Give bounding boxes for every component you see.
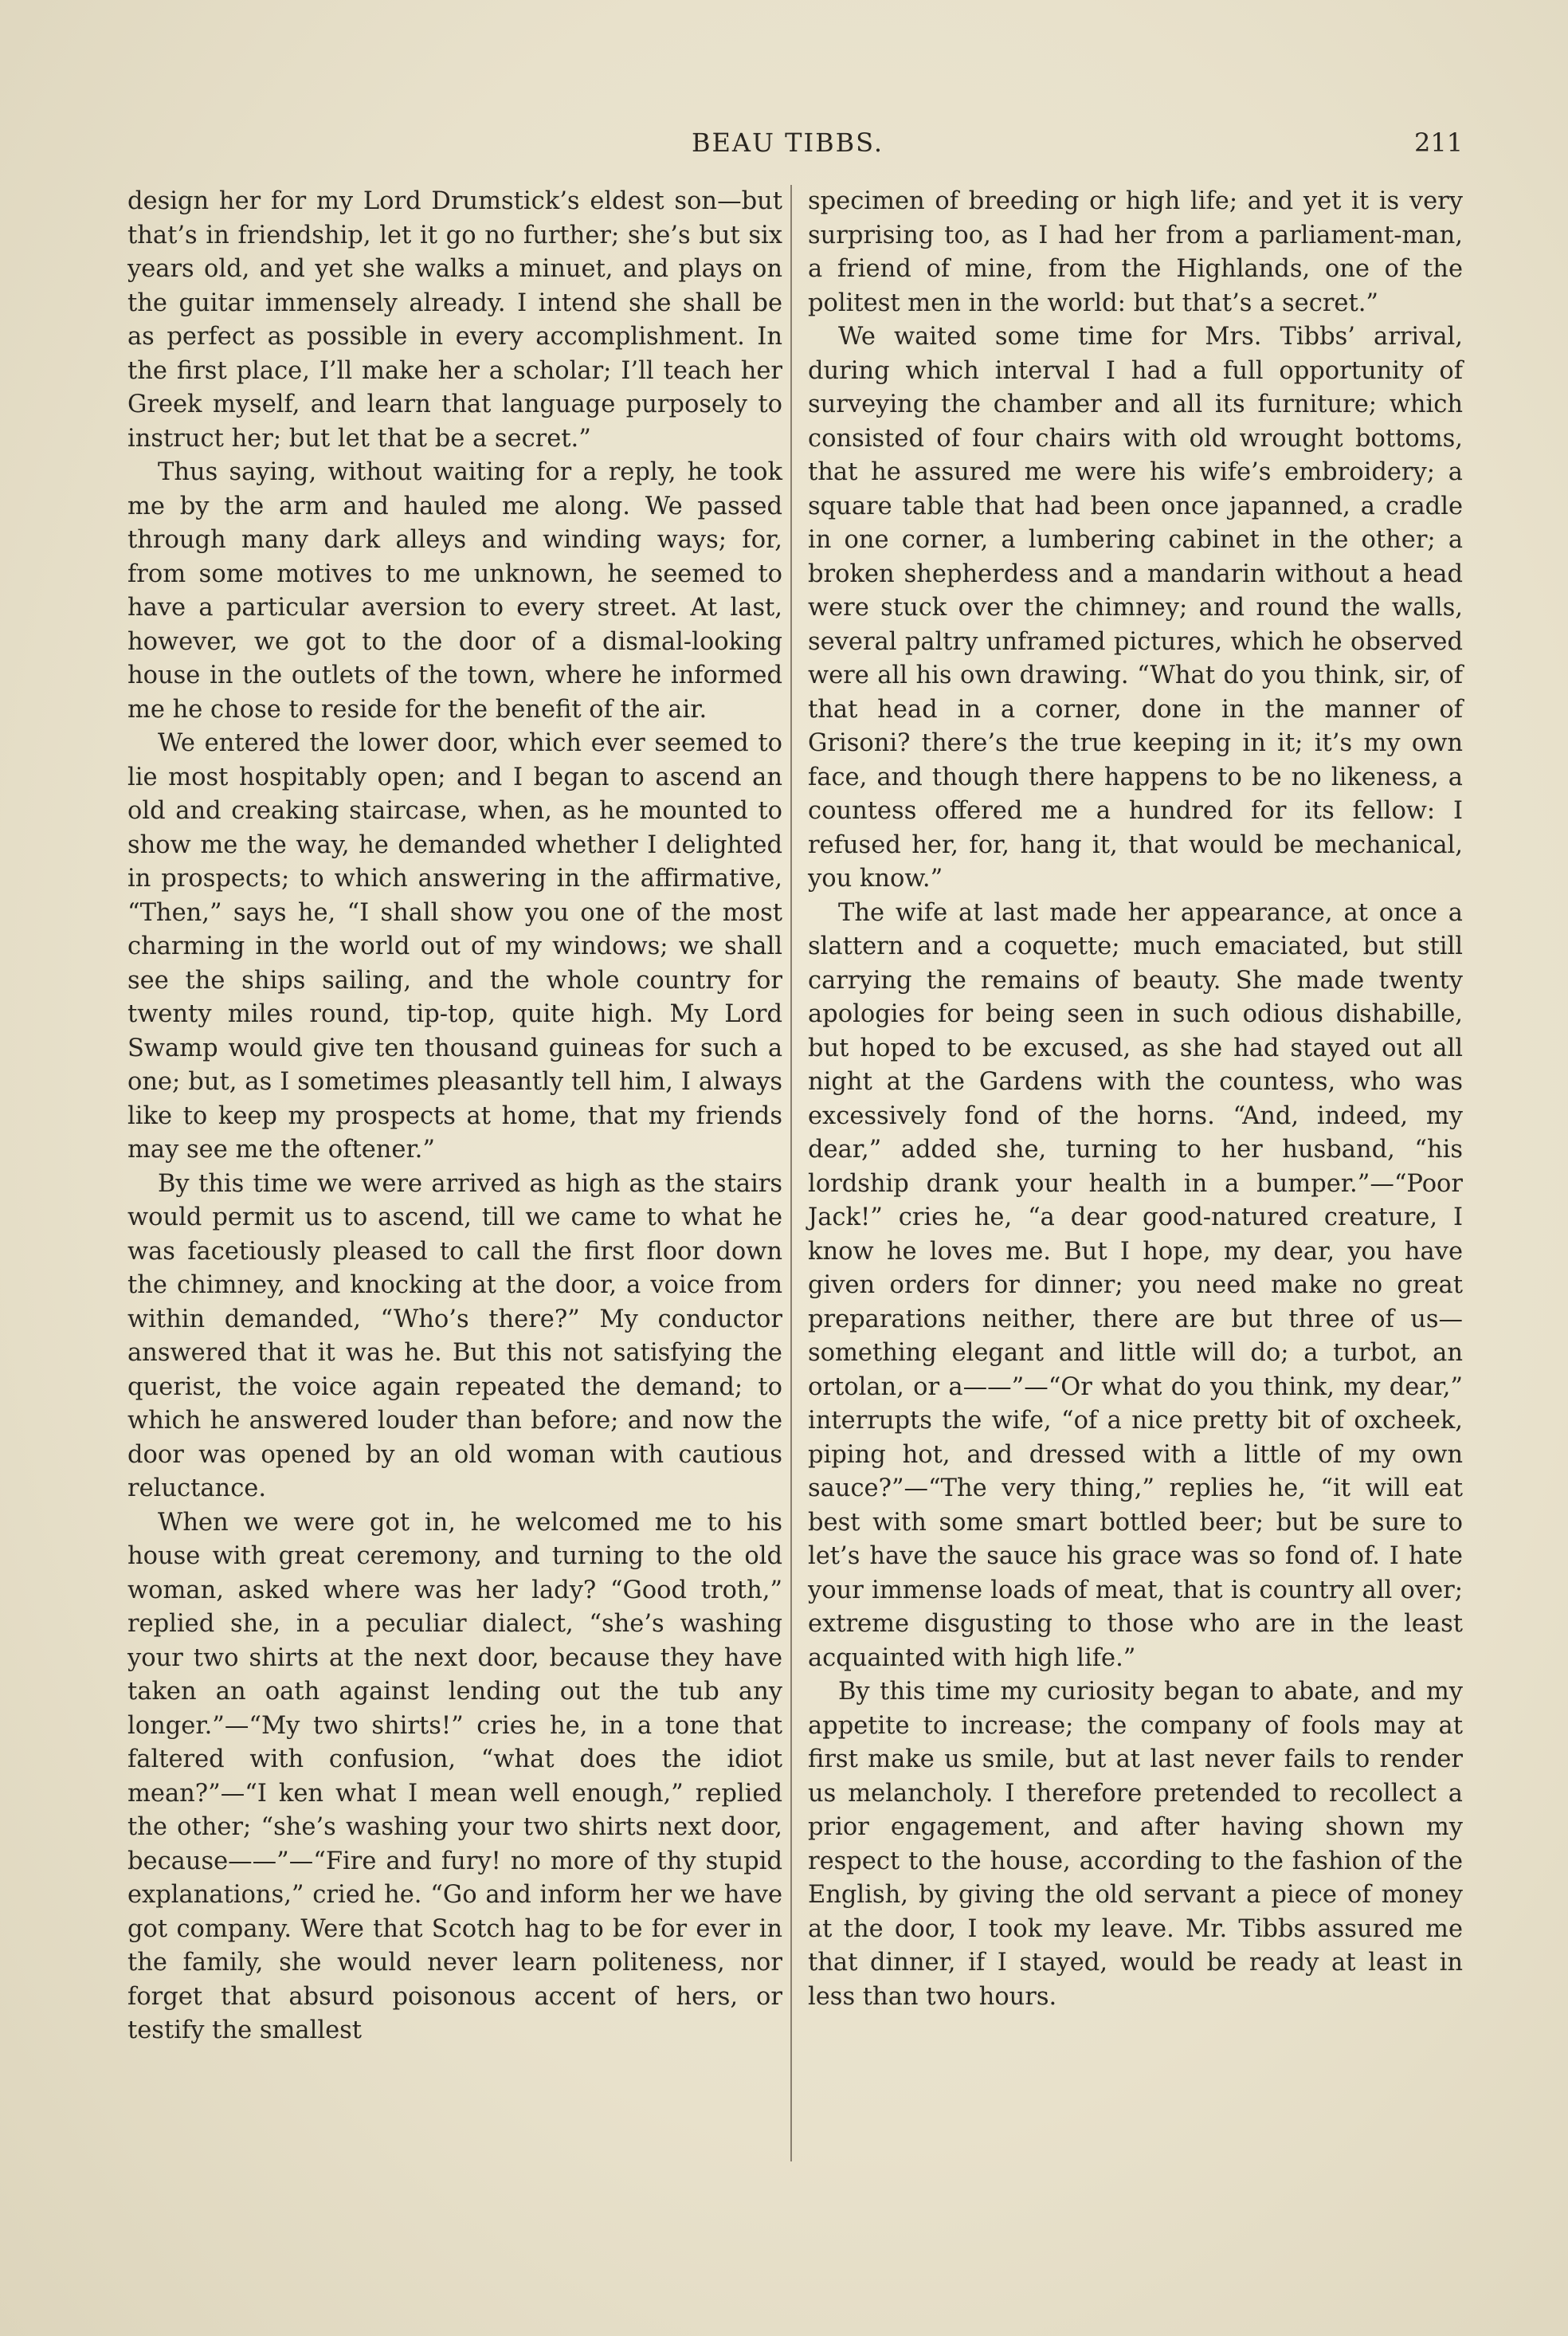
paragraph: We waited some time for Mrs. Tibbs’ arrival, during which interval I had a full opportunity of surveying the chamber and all its furniture; which consisted of four chairs with old wrought bottoms, that he assured me were his wife’s embroidery; a square table that had been once japanned, a cradle in one corner, a lumbering cabinet in the other; a broken shepherdess and a mandarin without a head were stuck over the chimney; and round the walls, several paltry unframed pictures, which he observed were all his own drawing. “What do you think, sir, of that head in a corner, done in the manner of Grisoni? there’s the true keeping in it; it’s my own face, and though there happens to be no likeness, a countess offered me a hundred for its fellow: I refused her, for, hang it, that would be mechanical, you know.”: [808, 323, 1463, 893]
paragraph: design her for my Lord Drumstick’s eldest son—but that’s in friendship, let it go no further; she’s but six years old, and yet she walks a minuet, and plays on the guitar immensely already. I intend she shall be as perfect as possible in every accomplishment. In the first place, I’ll make her a scholar; I’ll teach her Greek myself, and learn that language purposely to instruct her; but let that be a secret.”: [127, 187, 782, 453]
paragraph: When we were got in, he welcomed me to his house with great ceremony, and turning to the old woman, asked where was her lady? “Good troth,” replied she, in a peculiar dialect, “she’s washing your two shirts at the next door, because they have taken an oath against lending out the tub any longer.”—“My two shirts!” cries he, in a tone that faltered with confusion, “what does the idiot mean?”—“I ken what I mean well enough,” replied the other; “she’s washing your two shirts next door, because——”—“Fire and fury! no more of thy stupid explanations,” cried he. “Go and inform her we have got company. Were that Scotch hag to be for ever in the family, she would never learn politeness, nor forget that absurd poisonous accent of hers, or testify the smallest: [127, 1508, 782, 2044]
paragraph: specimen of breeding or high life; and yet it is very surprising too, as I had her from a parliament-man, a friend of mine, from the Highlands, one of the politest men in the world: but that’s a secret.”: [808, 187, 1463, 317]
paragraph: The wife at last made her appearance, at once a slattern and a coquette; much emaciated, but still carrying the remains of beauty. She made twenty apologies for being seen in such odious dishabille, but hoped to be excused, as she had stayed out all night at the Gardens with the countess, who was excessively fond of the horns. “And, indeed, my dear,” added she, turning to her husband, “his lordship drank your health in a bumper.”—“Poor Jack!” cries he, “a dear good-natured creature, I know he loves me. But I hope, my dear, you have given orders for dinner; you need make no great preparations neither, there are but three of us—something elegant and little will do; a turbot, an ortolan, or a——”—“Or what do you think, my dear,” interrupts the wife, “of a nice pretty bit of oxcheek, piping hot, and dressed with a little of my own sauce?”—“The very thing,” replies he, “it will eat best with some smart bottled beer; but be sure to let’s have the sauce his grace was so fond of. I hate your immense loads of meat, that is country all over; extreme disgusting to those who are in the least acquainted with high life.”: [808, 898, 1463, 1672]
paragraph: Thus saying, without waiting for a reply, he took me by the arm and hauled me along. We passed through many dark alleys and winding ways; for, from some motives to me unknown, he seemed to have a particular aversion to every street. At last, however, we got to the door of a dismal-looking house in the outlets of the town, where he informed me he chose to reside for the benefit of the air.: [127, 458, 782, 724]
column-divider: [790, 185, 792, 2161]
paragraph: By this time my curiosity began to abate, and my appetite to increase; the company of fools may at first make us smile, but at last never fails to render us melancholy. I therefore pretended to recollect a prior engagement, and after having shown my respect to the house, according to the fashion of the English, by giving the old servant a piece of money at the door, I took my leave. Mr. Tibbs assured me that dinner, if I stayed, would be ready at least in less than two hours.: [808, 1678, 1463, 2011]
left-column: [127, 185, 782, 2048]
paragraph: We entered the lower door, which ever seemed to lie most hospitably open; and I began to ascend an old and creaking staircase, when, as he mounted to show me the way, he demanded whether I delighted in prospects; to which answering in the affirmative, “Then,” says he, “I shall show you one of the most charming in the world out of my windows; we shall see the ships sailing, and the whole country for twenty miles round, tip-top, quite high. My Lord Swamp would give ten thousand guineas for such a one; but, as I sometimes pleasantly tell him, I always like to keep my prospects at home, that my friends may see me the oftener.”: [127, 729, 782, 1164]
right-column: [808, 185, 1463, 2014]
page-header: [0, 128, 1568, 167]
paragraph: By this time we were arrived as high as the stairs would permit us to ascend, till we came to what he was facetiously pleased to call the first floor down the chimney, and knocking at the door, a voice from within demanded, “Who’s there?” My conductor answered that it was he. But this not satisfying the querist, the voice again repeated the demand; to which he answered louder than before; and now the door was opened by an old woman with cautious reluctance.: [127, 1169, 782, 1502]
running-title: BEAU TIBBS.: [692, 128, 884, 158]
page-number: 211: [1414, 128, 1464, 158]
